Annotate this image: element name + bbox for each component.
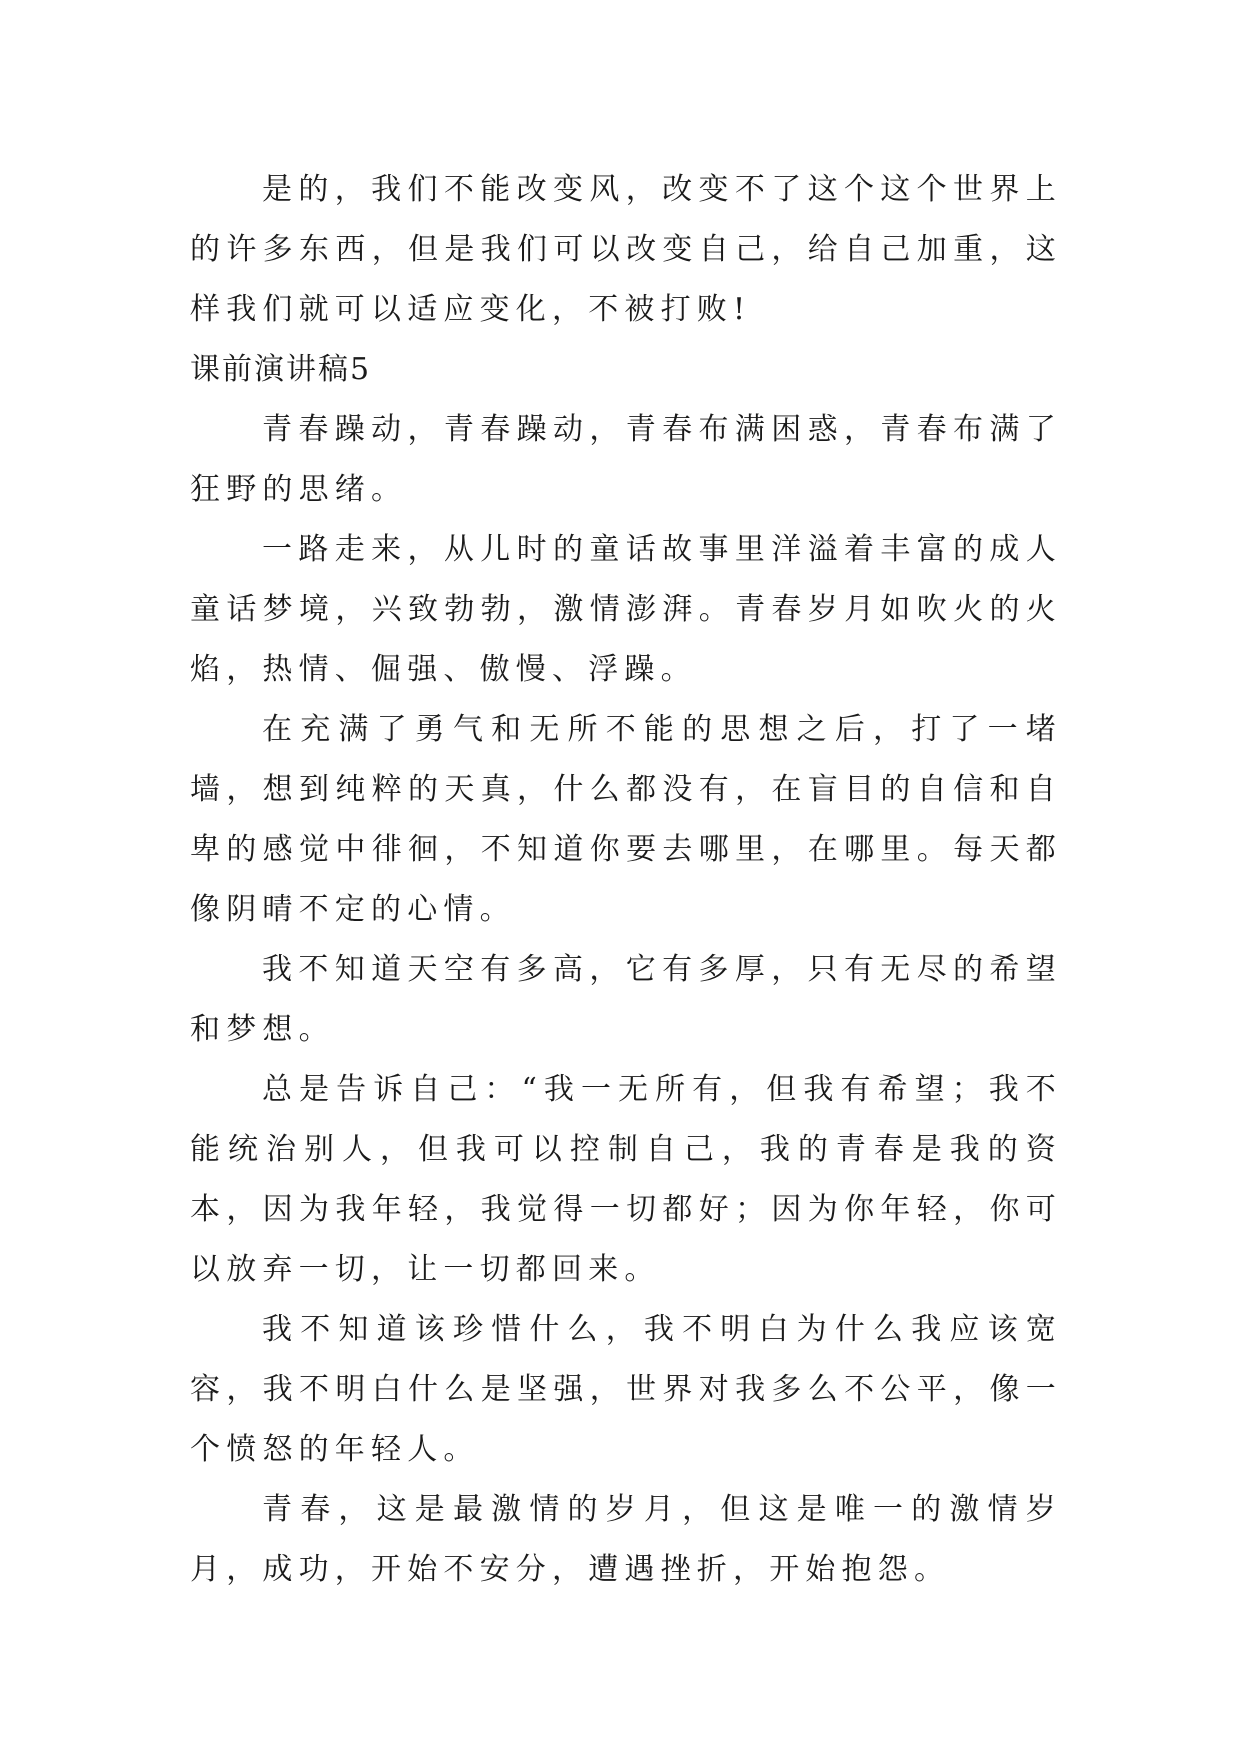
paragraph: 是的，我们不能改变风，改变不了这个这个世界上的许多东西，但是我们可以改变自己，给自己加重，这样我们就可以适应变化，不被打败! xyxy=(190,172,1062,327)
paragraph: 我不知道天空有多高，它有多厚，只有无尽的希望和梦想。 xyxy=(190,952,1062,1047)
paragraph: 我不知道该珍惜什么，我不明白为什么我应该宽容，我不明白什么是坚强，世界对我多么不公平，像一个愤怒的年轻人。 xyxy=(190,1312,1062,1467)
paragraph: 在充满了勇气和无所不能的思想之后，打了一堵墙，想到纯粹的天真，什么都没有，在盲目的自信和自卑的感觉中徘徊，不知道你要去哪里，在哪里。每天都像阴晴不定的心情。 xyxy=(190,712,1062,927)
paragraph: 总是告诉自己：“我一无所有，但我有希望；我不能统治别人，但我可以控制自己，我的青春是我的资本，因为我年轻，我觉得一切都好；因为你年轻，你可以放弃一切，让一切都回来。 xyxy=(190,1072,1062,1287)
paragraph: 青春，这是最激情的岁月，但这是唯一的激情岁月，成功，开始不安分，遭遇挫折，开始抱怨。 xyxy=(190,1492,1062,1587)
paragraph: 青春躁动，青春躁动，青春布满困惑，青春布满了狂野的思绪。 xyxy=(190,412,1062,507)
document-body xyxy=(190,160,1062,1600)
section-heading: 课前演讲稿5 xyxy=(190,352,372,387)
paragraph: 一路走来，从儿时的童话故事里洋溢着丰富的成人童话梦境，兴致勃勃，激情澎湃。青春岁月如吹火的火焰，热情、倔强、傲慢、浮躁。 xyxy=(190,532,1062,687)
